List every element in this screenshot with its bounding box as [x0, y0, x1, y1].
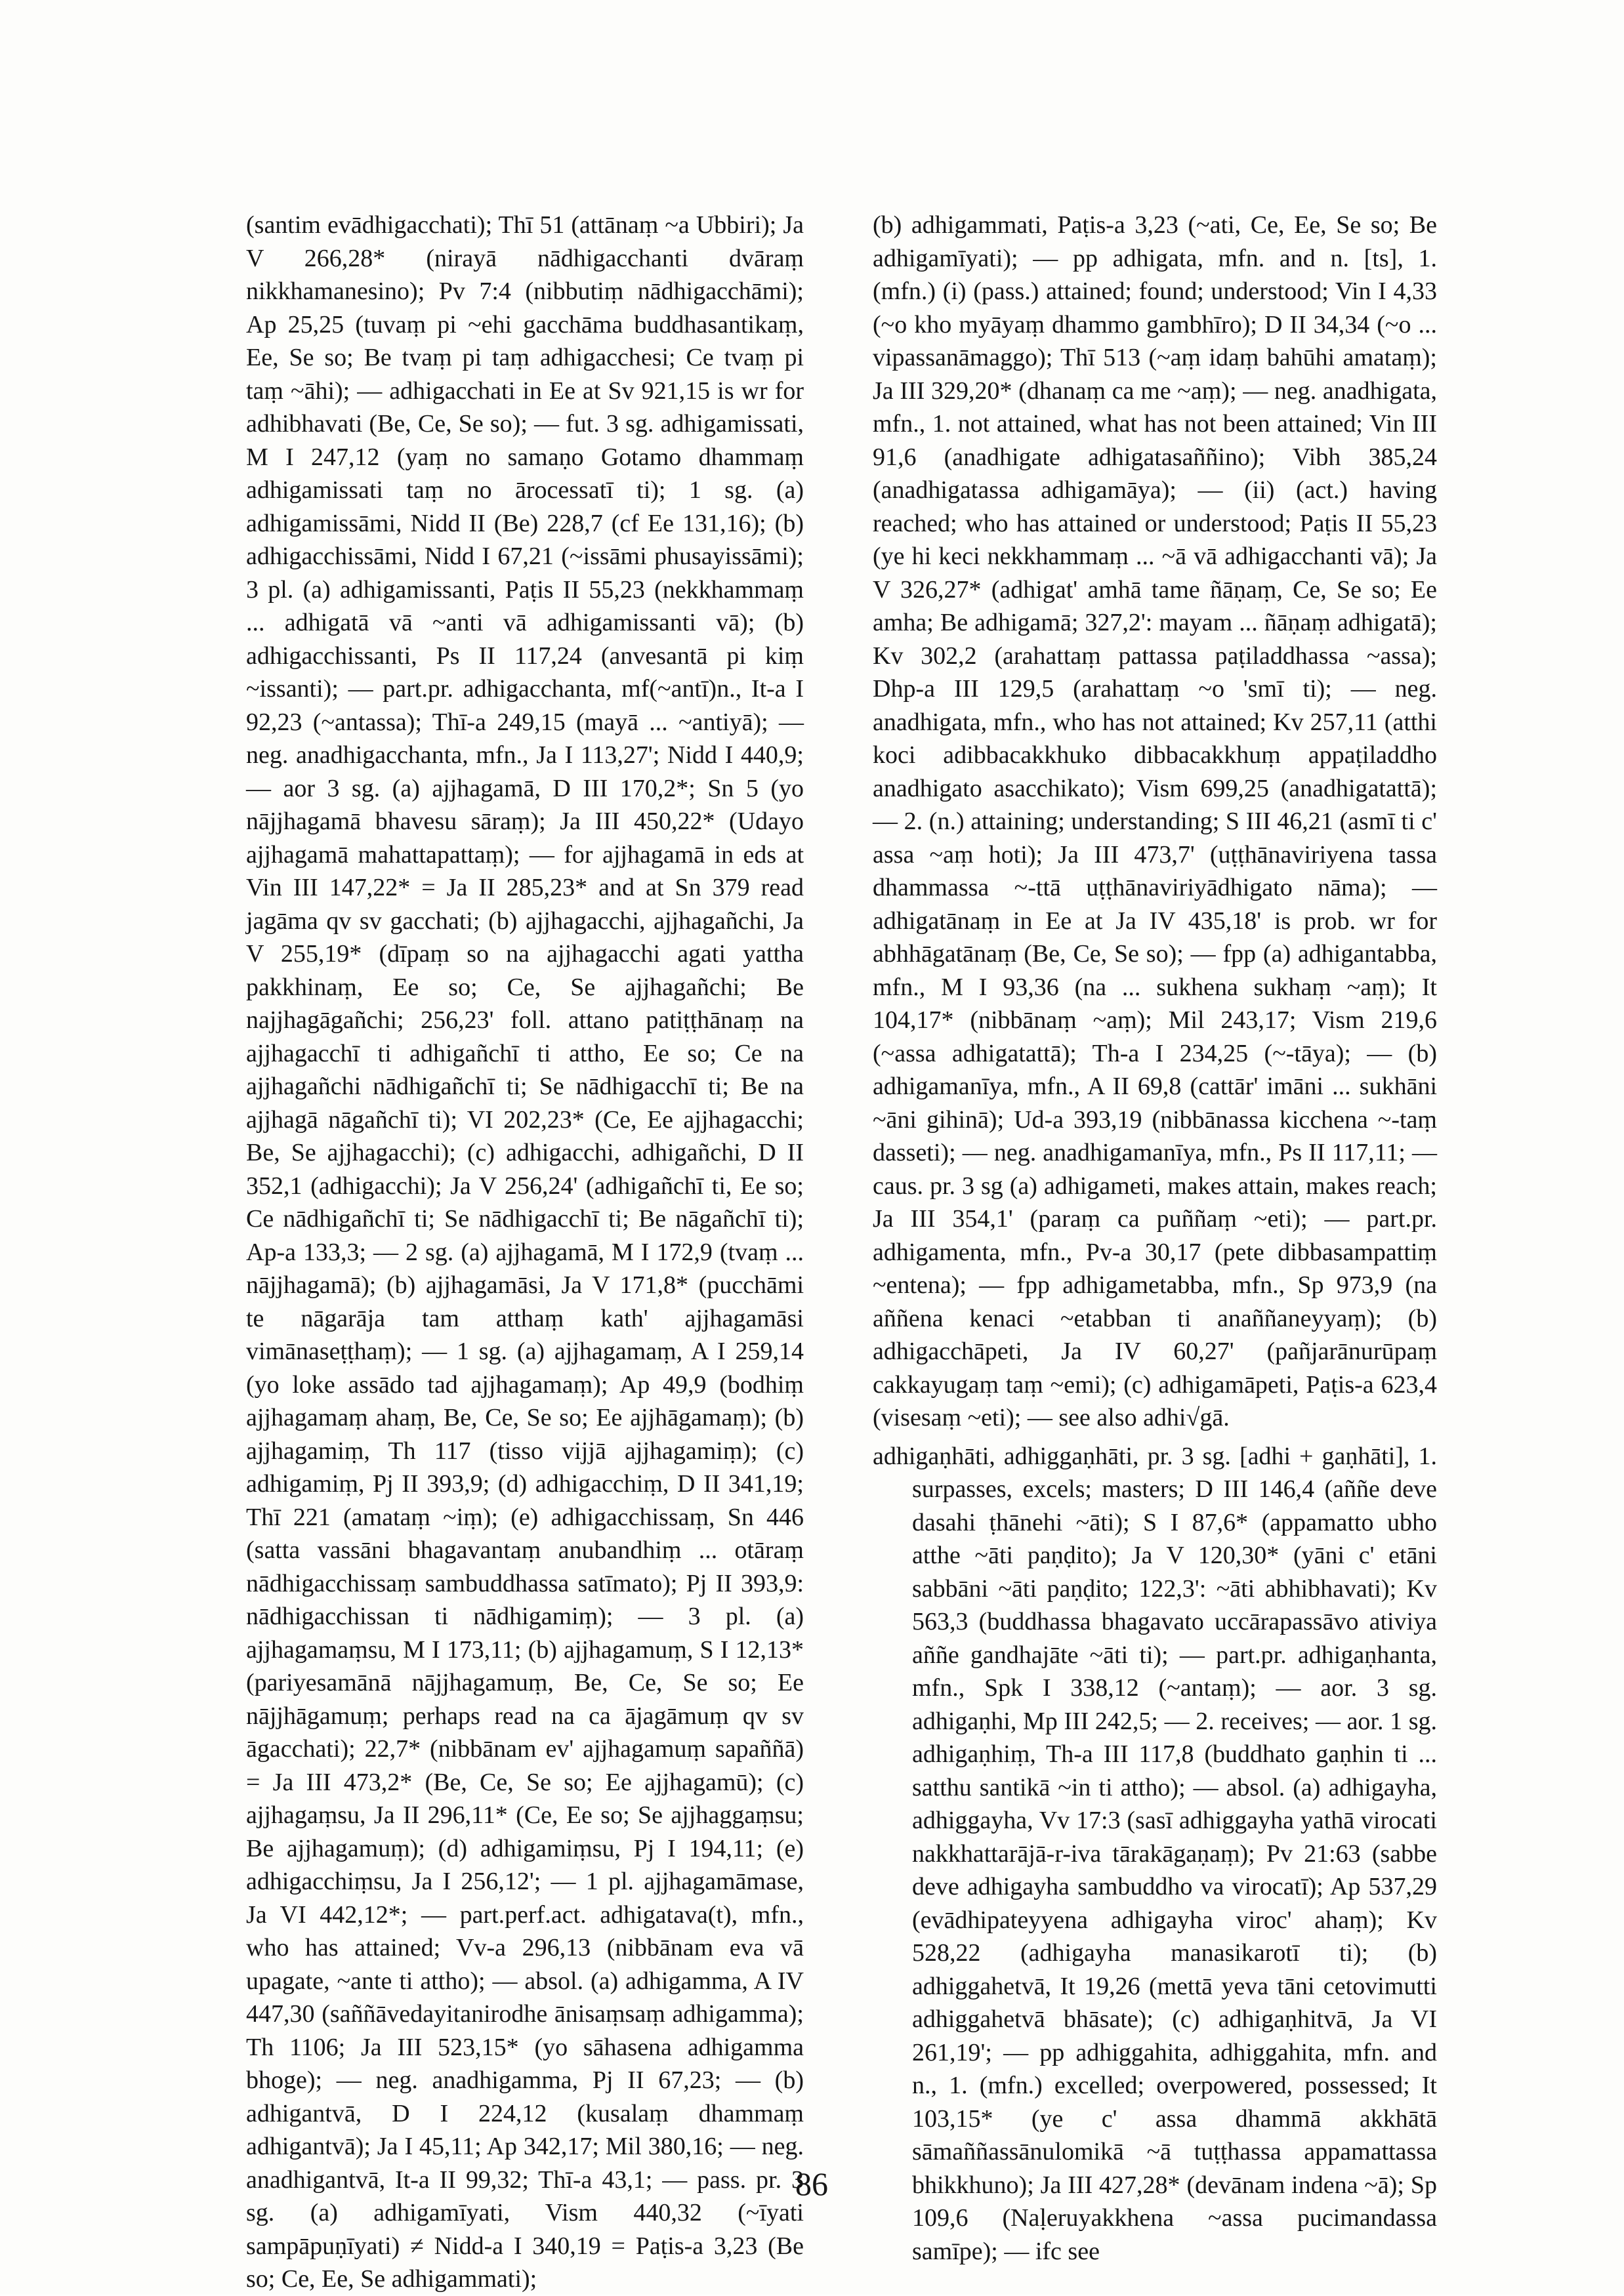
page-number: 86 [795, 2165, 828, 2202]
left-column [246, 209, 804, 2293]
right-column-paragraph: (b) adhigammati, Paṭis-a 3,23 (~ati, Ce, Ee, Se so; Be adhigamīyati); — pp adhigata, mfn. and n. [ts], 1. (mfn.) (i) (pass.) attained; found; understood; Vin I 4,33 (~o kho myāyaṃ dhammo gambhīro); D II 34,34 (~o ... vipassanāmaggo); Thī 513 (~aṃ idaṃ bahūhi amataṃ); Ja III 329,20* (dhanaṃ ca me ~aṃ); — neg. anadhigata, mfn., 1. not attained, what has not been attained; Vin III 91,6 (anadhigate adhigatasaññino); Vibh 385,24 (anadhigatassa adhigamāya); — (ii) (act.) having reached; who has attained or understood; Paṭis II 55,23 (ye hi keci nekkhammaṃ ... ~ā vā adhigacchanti vā); Ja V 326,27* (adhigat' amhā tame ñāṇaṃ, Ce, Se so; Ee amha; Be adhigamā; 327,2': mayam ... ñāṇaṃ adhigatā); Kv 302,2 (arahattaṃ pattassa paṭiladdhassa ~assa); Dhp-a III 129,5 (arahattaṃ ~o 'smī ti); — neg. anadhigata, mfn., who has not attained; Kv 257,11 (atthi koci adibbacakkhuko dibbacakkhuṃ appaṭiladdho anadhigato asacchikato); Vism 699,25 (anadhigatattā); — 2. (n.) attaining; understanding; S III 46,21 (asmī ti c' assa ~aṃ hoti); Ja III 473,7' (uṭṭhānaviriyena tassa dhammassa ~-ttā uṭṭhānaviriyādhigato nāma); — adhigatānaṃ in Ee at Ja IV 435,18' is prob. wr for abhhāgatānaṃ (Be, Ce, Se so); — fpp (a) adhigantabba, mfn., M I 93,36 (na ... sukhena sukhaṃ ~aṃ); It 104,17* (nibbānaṃ ~aṃ); Mil 243,17; Vism 219,6 (~assa adhigatattā); Th-a I 234,25 (~-tāya); — (b) adhigamanīya, mfn., A II 69,8 (cattār' imāni ... sukhāni ~āni gihinā); Ud-a 393,19 (nibbānassa kicchena ~-taṃ dasseti); — neg. anadhigamanīya, mfn., Ps II 117,11; — caus. pr. 3 sg (a) adhigameti, makes attain, makes reach; Ja III 354,1' (paraṃ ca puññaṃ ~eti); — part.pr. adhigamenta, mfn., Pv-a 30,17 (pete dibbasampattiṃ ~entena); — fpp adhigametabba, mfn., Sp 973,9 (na aññena kenaci ~etabban ti anaññaneyyaṃ); (b) adhigacchāpeti, Ja IV 60,27' (pañjarānurūpaṃ cakkayugaṃ taṃ ~emi); (c) adhigamāpeti, Paṭis-a 623,4 (visesaṃ ~eti); — see also adhi√gā. [873, 211, 1437, 1431]
dictionary-entry-adhiganhati: adhigaṇhāti, adhiggaṇhāti, pr. 3 sg. [adhi + gaṇhāti], 1. surpasses, excels; masters; D III 146,4 (aññe deve dasahi ṭhānehi ~āti); S I 87,6* (appamatto ubho atthe ~āti paṇḍito); Ja V 120,30* (yāni c' etāni sabbāni ~āti paṇḍito; 122,3': ~āti abhibhavati); Kv 563,3 (buddhassa bhagavato uccārapassāvo ativiya aññe gandhajāte ~āti ti); — part.pr. adhigaṇhanta, mfn., Spk I 338,12 (~antaṃ); — aor. 3 sg. adhigaṇhi, Mp III 242,5; — 2. receives; — aor. 1 sg. adhigaṇhiṃ, Th-a III 117,8 (buddhato gaṇhin ti ... satthu santikā ~in ti attho); — absol. (a) adhigayha, adhiggayha, Vv 17:3 (sasī adhiggayha yathā virocati nakkhattarājā-r-iva tārakāgaṇaṃ); Pv 21:63 (sabbe deve adhigayha sambuddho va virocatī); Ap 537,29 (evādhipateyyena adhigayha viroc' ahaṃ); Kv 528,22 (adhigayha manasikarotī ti); (b) adhiggahetvā, It 19,26 (mettā yeva tāni cetovimutti adhiggahetvā bhāsate); (c) adhigaṇhitvā, Ja VI 261,19'; — pp adhiggahita, adhiggahita, mfn. and n., 1. (mfn.) excelled; overpowered, possessed; It 103,15* (ye c' assa dhammā akkhātā sāmaññassānulomikā ~ā tuṭṭhassa appamattassa bhikkhuno); Ja III 427,28* (devānam indena ~ā); Sp 109,6 (Naḷeruyakkhena ~assa pucimandassa samīpe); — ifc see [873, 1442, 1437, 2265]
left-column-paragraph: (santim evādhigacchati); Thī 51 (attānaṃ ~a Ubbiri); Ja V 266,28* (nirayā nādhigacchanti dvāraṃ nikkhamanesino); Pv 7:4 (nibbutiṃ nādhigacchāmi); Ap 25,25 (tuvaṃ pi ~ehi gacchāma buddhasantikaṃ, Ee, Se so; Be tvaṃ pi taṃ adhigacchesi; Ce tvaṃ pi taṃ ~āhi); — adhigacchati in Ee at Sv 921,15 is wr for adhibhavati (Be, Ce, Se so); — fut. 3 sg. adhigamissati, M I 247,12 (yaṃ no samaṇo Gotamo dhammaṃ adhigamissati taṃ no ārocessatī ti); 1 sg. (a) adhigamissāmi, Nidd II (Be) 228,7 (cf Ee 131,16); (b) adhigacchissāmi, Nidd I 67,21 (~issāmi phusayissāmi); 3 pl. (a) adhigamissanti, Paṭis II 55,23 (nekkhammaṃ ... adhigatā vā ~anti vā adhigamissanti vā); (b) adhigacchissanti, Ps II 117,24 (anvesantā pi kiṃ ~issanti); — part.pr. adhigacchanta, mf(~antī)n., It-a I 92,23 (~antassa); Thī-a 249,15 (mayā ... ~antiyā); — neg. anadhigacchanta, mfn., Ja I 113,27'; Nidd I 440,9; — aor 3 sg. (a) ajjhagamā, D III 170,2*; Sn 5 (yo nājjhagamā bhavesu sāraṃ); Ja III 450,22* (Udayo ajjhagamā mahattapattaṃ); — for ajjhagamā in eds at Vin III 147,22* = Ja II 285,23* and at Sn 379 read jagāma qv sv gacchati; (b) ajjhagacchi, ajjhagañchi, Ja V 255,19* (dīpaṃ so na ajjhagacchi agati yattha pakkhinaṃ, Ee so; Ce, Se ajjhagañchi; Be najjhagāgañchi; 256,23' foll. attano patiṭṭhānaṃ na ajjhagacchī ti adhigañchī ti attho, Ee so; Ce na ajjhagañchi nādhigañchī ti; Se nādhigacchī ti; Be na ajjhagā nāgañchī ti); VI 202,23* (Ce, Ee ajjhagacchi; Be, Se ajjhagacchi); (c) adhigacchi, adhigañchi, D II 352,1 (adhigacchi); Ja V 256,24' (adhigañchī ti, Ee so; Ce nādhigañchī ti; Se nādhigacchī ti; Be nāgañchī ti); Ap-a 133,3; — 2 sg. (a) ajjhagamā, M I 172,9 (tvaṃ ... nājjhagamā); (b) ajjhagamāsi, Ja V 171,8* (pucchāmi te nāgarāja tam atthaṃ kath' ajjhagamāsi vimānaseṭṭhaṃ); — 1 sg. (a) ajjhagamaṃ, A I 259,14 (yo loke assādo tad ajjhagamaṃ); Ap 49,9 (bodhiṃ ajjhagamaṃ ahaṃ, Be, Ce, Se so; Ee ajjhāgamaṃ); (b) ajjhagamiṃ, Th 117 (tisso vijjā ajjhagamiṃ); (c) adhigamiṃ, Pj II 393,9; (d) adhigacchiṃ, D II 341,19; Thī 221 (amataṃ ~iṃ); (e) adhigacchissaṃ, Sn 446 (satta vassāni bhagavantaṃ anubandhiṃ ... otāraṃ nādhigacchissaṃ sambuddhassa satīmato); Pj II 393,9: nādhigacchissan ti nādhigamiṃ); — 3 pl. (a) ajjhagamaṃsu, M I 173,11; (b) ajjhagamuṃ, S I 12,13* (pariyesamānā nājjhagamuṃ, Be, Ce, Se so; Ee nājjhāgamuṃ; perhaps read na ca ājagāmuṃ qv sv āgacchati); 22,7* (nibbānam ev' ajjhagamuṃ sapaññā) = Ja III 473,2* (Be, Ce, Se so; Ee ajjhagamū); (c) ajjhagaṃsu, Ja II 296,11* (Ce, Ee so; Se ajjhaggaṃsu; Be ajjhagamuṃ); (d) adhigamiṃsu, Pj I 194,11; (e) adhigacchiṃsu, Ja I 256,12'; — 1 pl. ajjhagamāmase, Ja VI 442,12*; — part.perf.act. adhigatava(t), mfn., who has attained; Vv-a 296,13 (nibbānam eva vā upagate, ~ante ti attho); — absol. (a) adhigamma, A IV 447,30 (saññāvedayitanirodhe ānisaṃsaṃ adhigamma); Th 1106; Ja III 523,15* (yo sāhasena adhigamma bhoge); — neg. anadhigamma, Pj II 67,23; — (b) adhigantvā, D I 224,12 (kusalaṃ dhammaṃ adhigantvā); Ja I 45,11; Ap 342,17; Mil 380,16; — neg. anadhigantvā, It-a II 99,32; Thī-a 43,1; — pass. pr. 3 sg. (a) adhigamīyati, Vism 440,32 (~īyati sampāpuṇīyati) ≠ Nidd-a I 340,19 = Paṭis-a 3,23 (Be so; Ce, Ee, Se adhigammati); [246, 211, 804, 2293]
right-column [873, 209, 1437, 2265]
